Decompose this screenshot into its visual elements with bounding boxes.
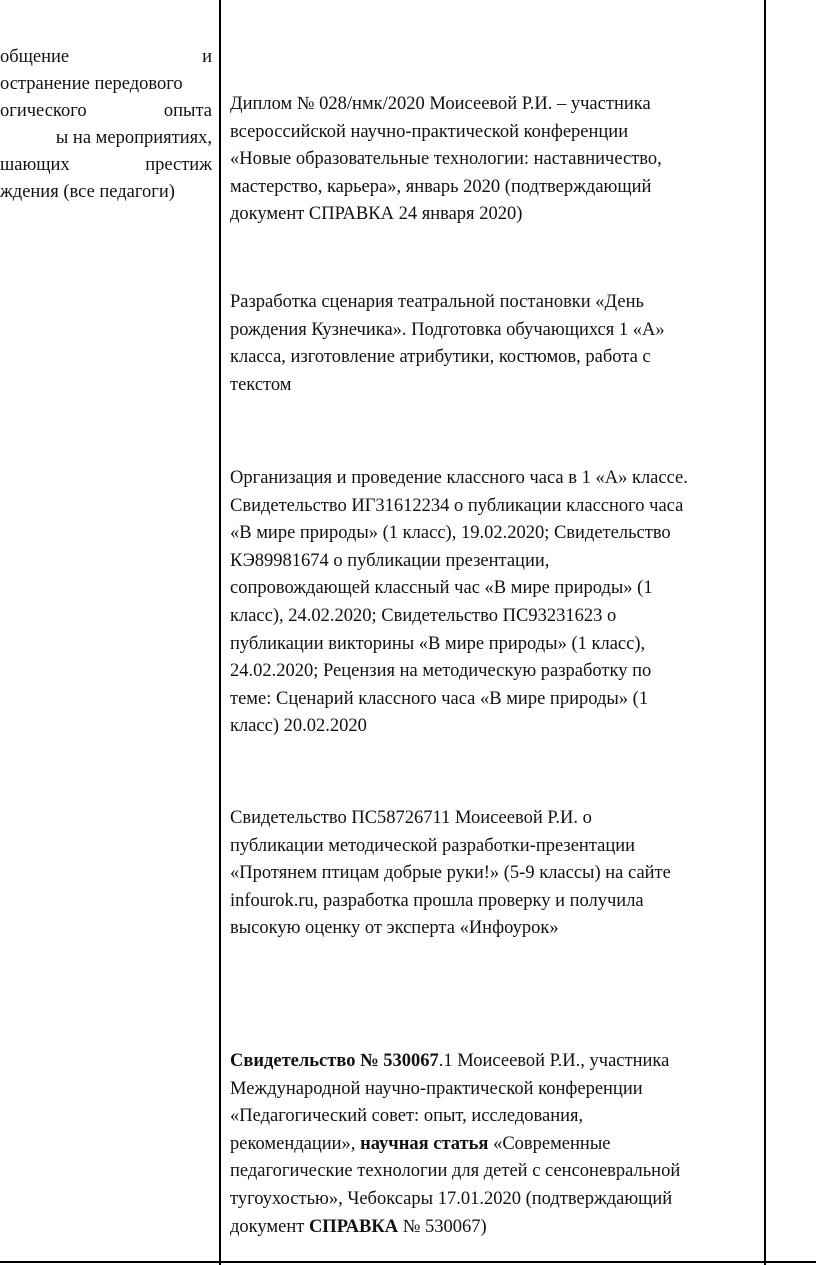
- table-bottom-border: [0, 1261, 816, 1263]
- column-divider-right: [764, 0, 766, 1265]
- left-line-5: шающих престиж: [0, 155, 212, 175]
- entry5-line-4: рекомендации», научная статья «Современные: [230, 1133, 611, 1154]
- left-line-1: общение и: [0, 47, 212, 67]
- left-line-4: ы на мероприятиях,: [55, 128, 212, 148]
- column-divider-left: [219, 0, 221, 1265]
- entry-infourok-publication: Свидетельство ПС58726711 Моисеевой Р.И. о публикации методической разработки-презентации «Протянем птицам добрые руки!» (5-9 классы) на сайте infourok.ru, разработка прошла проверку и получила высокую оценку от эксперта «Инфоурок»: [230, 808, 671, 939]
- entry-diploma: Диплом № 028/нмк/2020 Моисеевой Р.И. – участника всероссийской научно-практической конференции «Новые образовательные технологии: наставничество, мастерство, карьера», январь 2020 (подтверждающий документ СПРАВКА 24 января 2020): [230, 94, 662, 225]
- entry-certificate-530067: Свидетельство № 530067.1 Моисеевой Р.И., участника Международной научно-практической конференции «Педагогический совет: опыт, исследования, рекомендации», научная статья «Современные педагогические технологии для детей с сенсоневральной тугоухостью», Чебоксары 17.01.2020 (подтверждающий документ СПРАВКА № 530067): [230, 1048, 760, 1241]
- left-line-6: ждения (все педагоги): [0, 182, 175, 202]
- entry5-line-7: документ СПРАВКА № 530067): [230, 1216, 487, 1237]
- left-line-3: огического опыта: [0, 101, 212, 121]
- entry-class-hour: Организация и проведение классного часа в 1 «А» классе. Свидетельство ИГ31612234 о публикации классного часа «В мире природы» (1 класс), 19.02.2020; Свидетельство КЭ89981674 о публикации презентации, сопровождающей классный час «В мире природы» (1 класс), 24.02.2020; Свидетельство ПС93231623 о публикации викторины «В мире природы» (1 класс), 24.02.2020; Рецензия на методическую разработку по теме: Сценарий классного часа «В мире природы» (1 класс) 20.02.2020: [230, 468, 688, 737]
- left-line-2: остранение передового: [0, 74, 183, 94]
- entry-theatre-script: Разработка сценария театральной постановки «День рождения Кузнечика». Подготовка обучающихся 1 «А» класса, изготовление атрибутики, костюмов, работа с текстом: [230, 292, 665, 395]
- left-cell: [0, 44, 212, 206]
- entry5-line-1: Свидетельство № 530067.1 Моисеевой Р.И., участника: [230, 1051, 670, 1071]
